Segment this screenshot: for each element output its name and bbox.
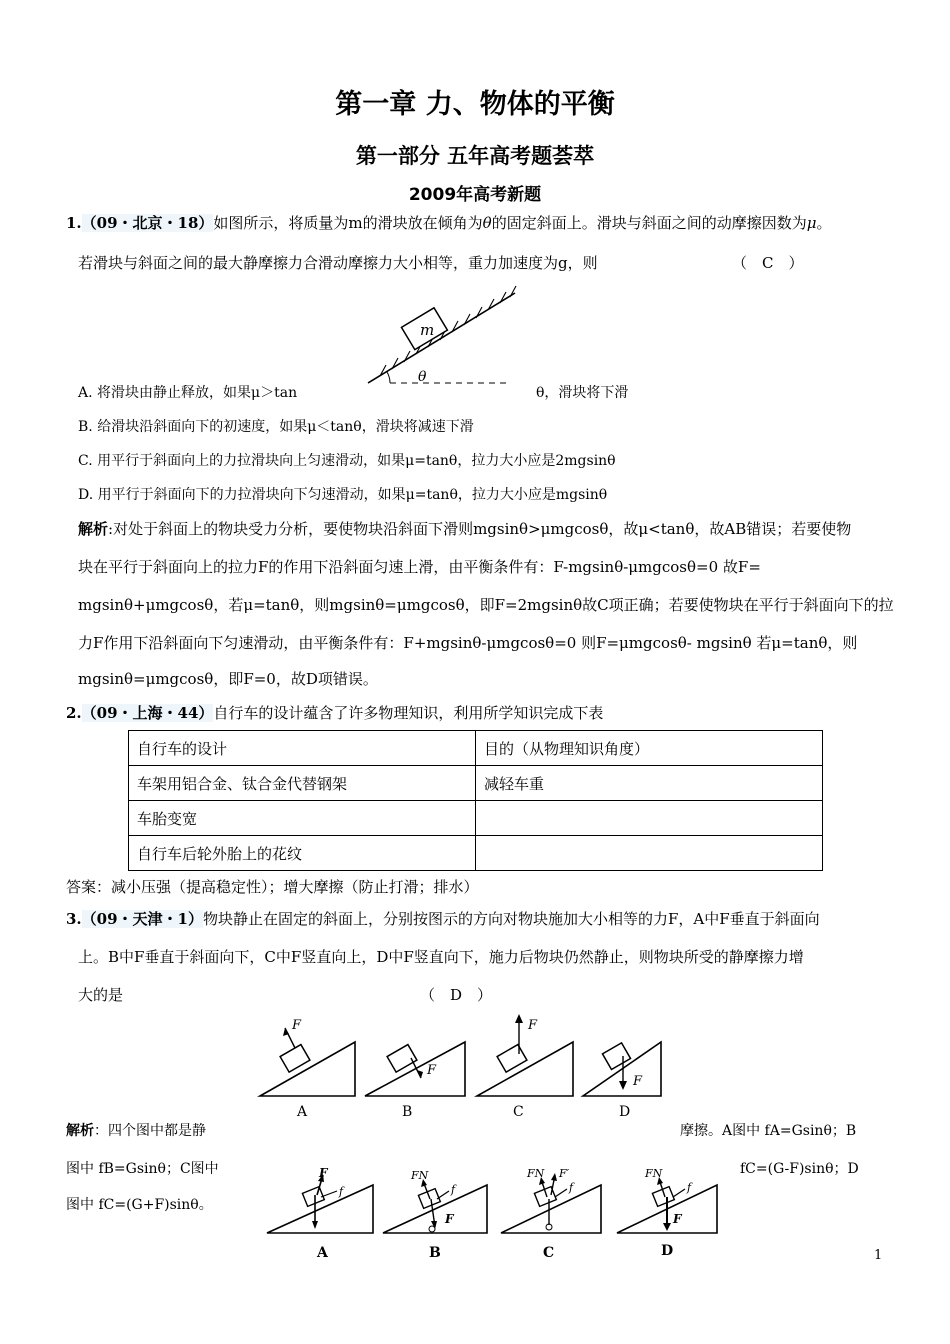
q3-stem-text1: 物块静止在固定的斜面上，分别按图示的方向对物块施加大小相等的力F，A中F垂直于斜面向	[202, 910, 820, 928]
q1-analysis-label: 解析	[78, 520, 109, 538]
q1-number: 1.	[66, 214, 82, 232]
table-row	[129, 731, 823, 766]
q3-analysis-line1-right: 摩擦。A图中 fA=Gsinθ；B	[680, 1123, 857, 1139]
q2-answer: 答案：减小压强（提高稳定性）；增大摩擦（防止打滑；排水）	[66, 878, 479, 896]
q3-stem-line2: 上。B中F垂直于斜面向下，C中F竖直向上，D中F竖直向下，施力后物块仍然静止，则物块所受的静摩擦力增	[78, 948, 804, 966]
q1-option-b: B. 给滑块沿斜面向下的初速度，如果μ＜tanθ，滑块将减速下滑	[78, 419, 474, 435]
q3-figures-top	[255, 1012, 675, 1122]
chapter-title: 第一章 力、物体的平衡	[335, 89, 615, 120]
q1-block-label: m	[420, 321, 435, 339]
section-title: 2009年高考新题	[408, 185, 542, 205]
q3d-force-label: F	[633, 1074, 643, 1089]
table-cell: 自行车的设计	[129, 731, 476, 766]
q3a-label: A	[297, 1104, 308, 1120]
q3b-force-label: F	[427, 1063, 437, 1078]
q3-fd-a-friction: f	[339, 1185, 344, 1198]
q1-stem-line1	[66, 212, 831, 233]
part-title: 第一部分 五年高考题荟萃	[355, 144, 595, 168]
q3-fd-c-normal: FN	[527, 1167, 545, 1180]
q1-option-a-part2: θ，滑块将下滑	[536, 385, 629, 401]
q3-figure-d	[583, 1042, 661, 1120]
table-row	[129, 801, 823, 836]
q3-number: 3.	[66, 910, 82, 928]
q3-fd-d-friction: f	[687, 1181, 692, 1194]
q3-force-diagram-d	[617, 1167, 717, 1259]
q1-option-a-part1: A. 将滑块由静止释放，如果μ＞tan	[78, 385, 298, 401]
q3-fd-a-force: F	[319, 1166, 328, 1180]
q1-analysis-line4: 力F作用下沿斜面向下匀速滑动，由平衡条件有：F+mgsinθ-μmgcosθ=0 则F=μmgcosθ- mgsinθ 若μ=tanθ，则	[78, 634, 858, 652]
q3-fd-b-label: B	[429, 1245, 441, 1261]
q3-stem-line3: 大的是	[78, 986, 124, 1004]
q1-answer: （ C ）	[732, 254, 804, 272]
q2-number: 2.	[66, 704, 82, 722]
table-cell	[476, 836, 823, 871]
page-number: 1	[874, 1248, 883, 1263]
q1-incline-figure	[360, 285, 530, 390]
q3-force-diagram-c	[501, 1167, 601, 1261]
bike-design-table	[128, 730, 823, 871]
q1-source-tag: （09・北京・18）	[81, 214, 214, 232]
q3b-label: B	[402, 1104, 413, 1120]
q3-analysis-text1: ：四个图中都是静	[94, 1123, 206, 1139]
q3-answer: （ D ）	[420, 986, 493, 1004]
q1-analysis-line1	[78, 518, 851, 539]
q3-force-diagram-b	[383, 1169, 487, 1261]
q3-stem-line1	[66, 908, 820, 929]
q3c-force-label: F	[528, 1018, 538, 1033]
q1-stem-b: 的固定斜面上。滑块与斜面之间的动摩擦因数为	[491, 214, 807, 232]
q3-analysis-line1-left	[66, 1120, 206, 1140]
q3-fd-c-label: C	[543, 1245, 555, 1261]
q1-analysis-line5: mgsinθ=μmgcosθ，即F=0，故D项错误。	[78, 670, 378, 688]
q3c-label: C	[513, 1104, 524, 1120]
q3-figure-b	[365, 1042, 465, 1120]
table-cell: 车架用铝合金、钛合金代替钢架	[129, 766, 476, 801]
q1-analysis-line2: 块在平行于斜面向上的拉力F的作用下沿斜面匀速上滑，由平衡条件有：F-mgsinθ-μmgcosθ=0 故F=	[78, 558, 761, 576]
q1-theta: θ	[482, 214, 492, 232]
q1-mu: μ	[806, 214, 817, 232]
q3-fd-b-friction: f	[451, 1183, 456, 1196]
q1-angle-label: θ	[418, 369, 427, 385]
q3-fd-b-force: F	[445, 1212, 454, 1226]
q2-stem	[66, 702, 603, 723]
table-cell: 自行车后轮外胎上的花纹	[129, 836, 476, 871]
q3-force-diagram-a	[267, 1166, 373, 1261]
table-row	[129, 836, 823, 871]
table-cell: 减轻车重	[476, 766, 823, 801]
q2-stem-text: 自行车的设计蕴含了许多物理知识，利用所学知识完成下表	[213, 704, 604, 722]
q3-force-diagrams	[265, 1165, 725, 1265]
q1-option-d: D. 用平行于斜面向下的力拉滑块向下匀速滑动，如果μ=tanθ，拉力大小应是mgsinθ	[78, 487, 608, 503]
q1-analysis-text1: :对处于斜面上的物块受力分析，要使物块沿斜面下滑则mgsinθ>μmgcosθ，故μ<tanθ，故AB错误；若要使物	[108, 520, 852, 538]
q3-fd-d-normal: FN	[645, 1167, 663, 1180]
q3-analysis-line2-right: fC=(G-F)sinθ；D	[740, 1161, 859, 1177]
q3-source-tag: （09・天津・1）	[81, 910, 203, 928]
q1-option-c: C. 用平行于斜面向上的力拉滑块向上匀速滑动，如果μ=tanθ，拉力大小应是2mgsinθ	[78, 453, 616, 469]
q3d-label: D	[619, 1104, 631, 1120]
q1-stem-line2: 若滑块与斜面之间的最大静摩擦力合滑动摩擦力大小相等，重力加速度为g，则	[78, 254, 598, 272]
q3a-force-label: F	[292, 1018, 302, 1033]
q1-stem-c: 。	[816, 214, 832, 232]
q3-analysis-label: 解析	[66, 1123, 94, 1139]
q3-figure-a	[260, 1018, 355, 1120]
q3-fd-b-normal: FN	[411, 1169, 429, 1182]
q3-fd-a-label: A	[317, 1245, 328, 1261]
table-row	[129, 766, 823, 801]
q3-figure-c	[477, 1014, 573, 1120]
q1-analysis-line3: mgsinθ+μmgcosθ，若μ=tanθ，则mgsinθ=μmgcosθ，即F=2mgsinθ故C项正确；若要使物块在平行于斜面向下的拉	[78, 596, 894, 614]
q3-analysis-line3-left: 图中 fC=(G+F)sinθ。	[66, 1197, 213, 1213]
q1-stem-a: 如图所示，将质量为m的滑块放在倾角为	[213, 214, 483, 232]
q3-fd-d-label: D	[661, 1243, 674, 1259]
q2-source-tag: （09・上海・44）	[81, 704, 214, 722]
q3-fd-c-friction: f	[569, 1181, 574, 1194]
table-cell: 车胎变宽	[129, 801, 476, 836]
q3-fd-c-fprime: F′	[559, 1167, 570, 1180]
table-cell	[476, 801, 823, 836]
q3-fd-d-force: F	[673, 1212, 682, 1226]
table-cell: 目的（从物理知识角度）	[476, 731, 823, 766]
q3-analysis-line2-left: 图中 fB=Gsinθ；C图中	[66, 1161, 219, 1177]
